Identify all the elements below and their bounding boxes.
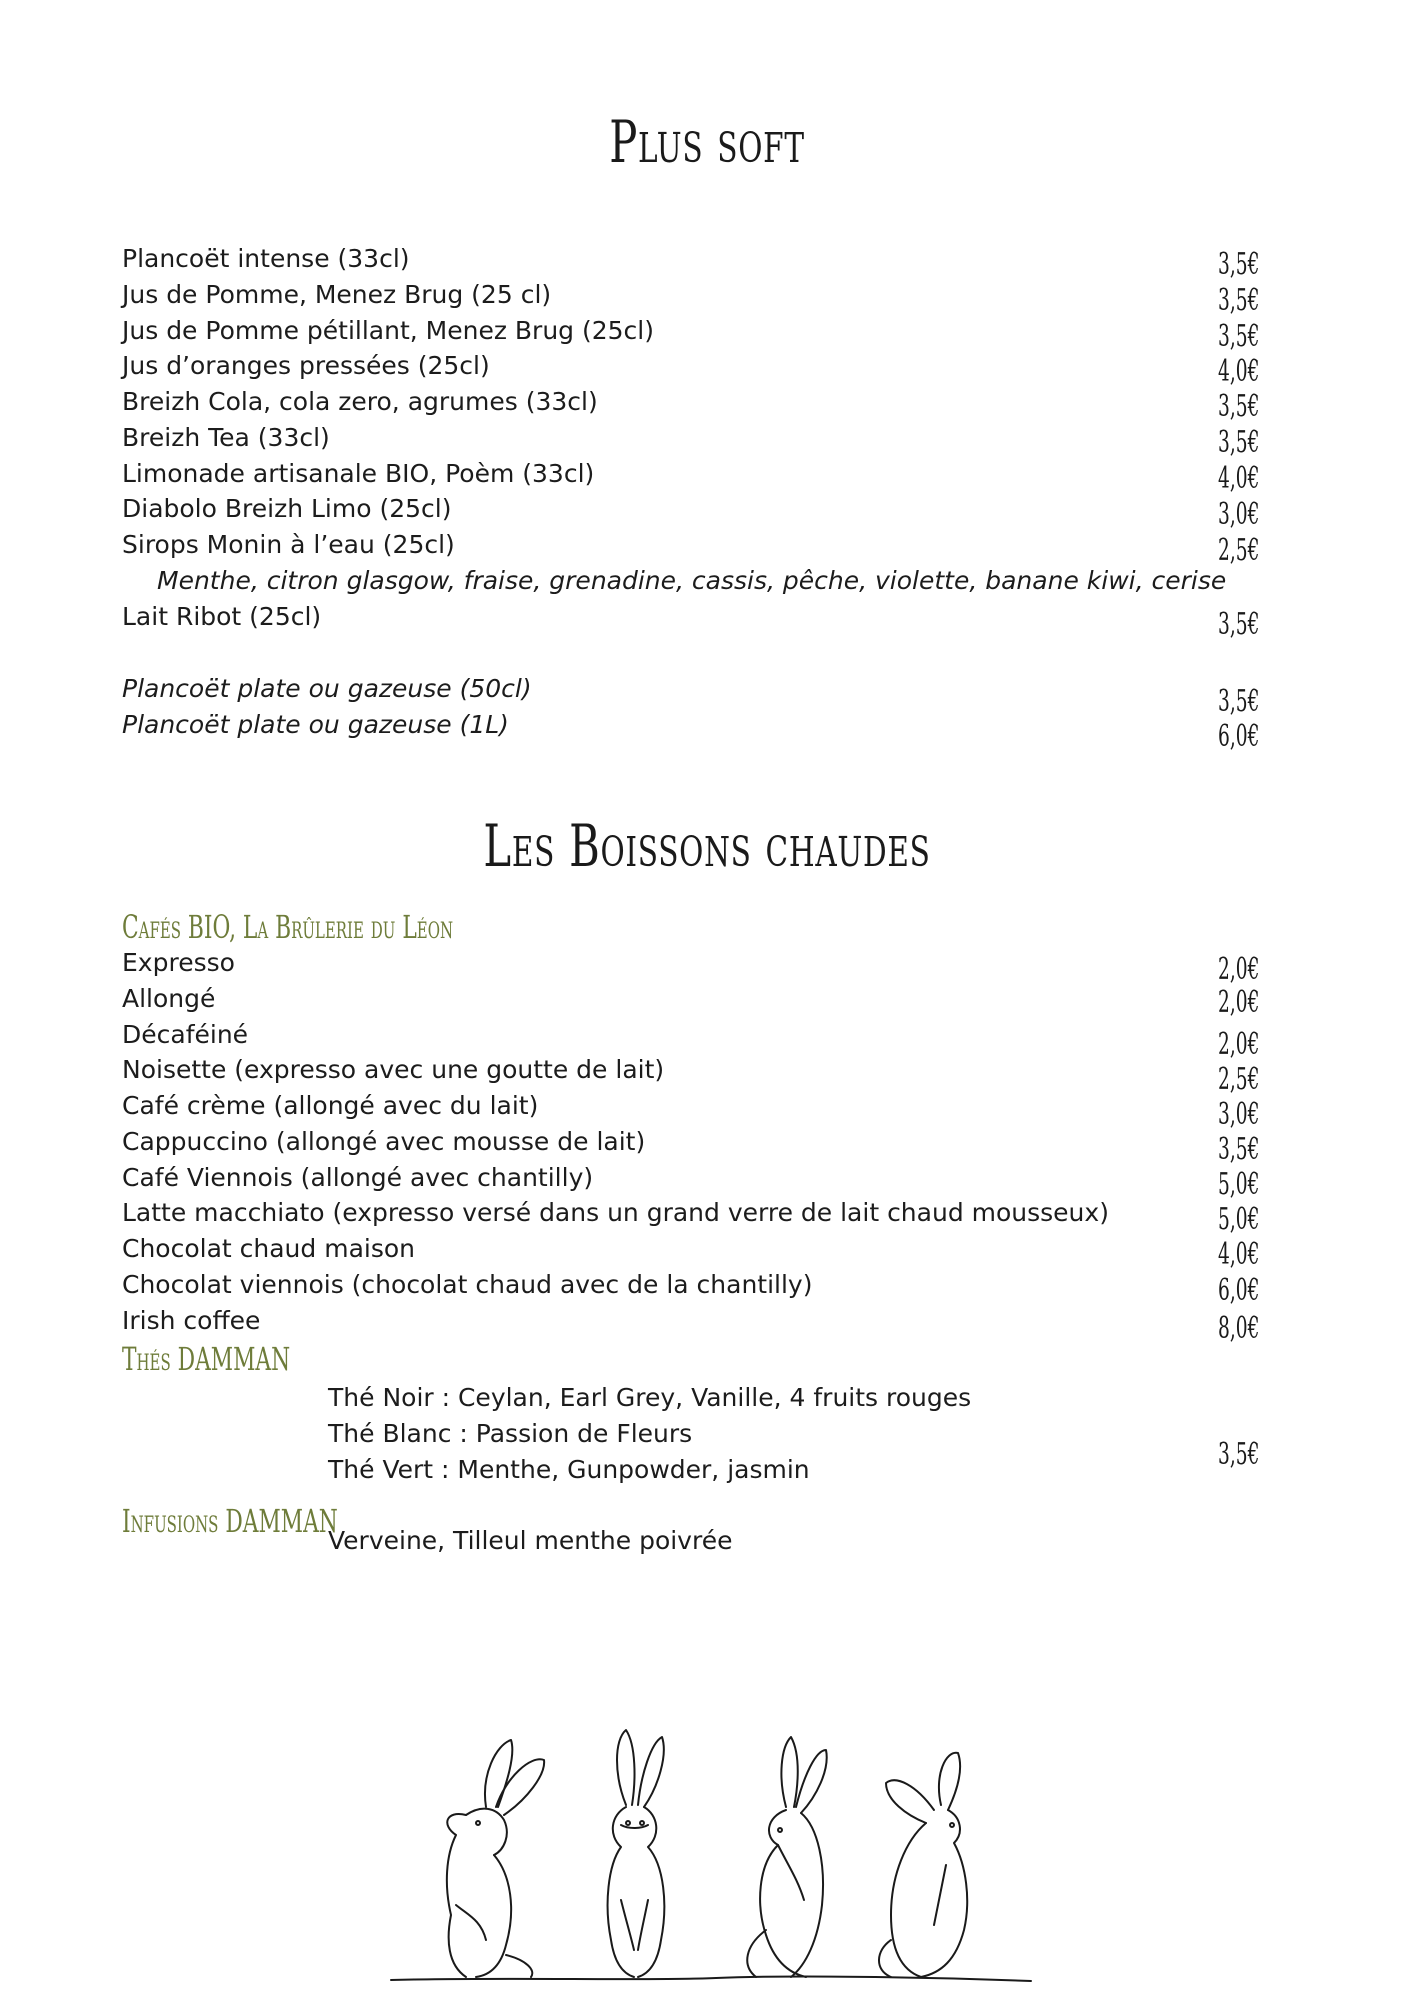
water-item-label: Plancoët plate ou gazeuse (50cl)	[122, 674, 532, 703]
tea-price: 3,5€	[1218, 1437, 1260, 1472]
menu-item-price: 4,0€	[1218, 461, 1260, 496]
menu-item-price: 5,0€	[1218, 1202, 1260, 1237]
menu-item-price: 3,5€	[1218, 425, 1260, 460]
menu-item-price: 3,5€	[1218, 389, 1260, 424]
menu-item-price: 3,5€	[1218, 247, 1260, 282]
menu-item-price: 6,0€	[1218, 1273, 1260, 1308]
menu-item-label: Latte macchiato (expresso versé dans un grand verre de lait chaud mousseux)	[122, 1198, 1109, 1227]
water-item-price: 6,0€	[1218, 719, 1260, 754]
menu-item-price: 2,0€	[1218, 1027, 1260, 1062]
section-title-soft: Plus soft	[609, 108, 805, 176]
menu-item-label: Jus de Pomme pétillant, Menez Brug (25cl)	[122, 316, 654, 345]
menu-item-price: 3,5€	[1218, 319, 1260, 354]
menu-item-label: Irish coffee	[122, 1306, 261, 1335]
water-item-label: Plancoët plate ou gazeuse (1L)	[122, 710, 509, 739]
menu-item-label: Cappuccino (allongé avec mousse de lait)	[122, 1127, 646, 1156]
menu-item-label: Café crème (allongé avec du lait)	[122, 1091, 539, 1120]
menu-item-price: 2,0€	[1218, 985, 1260, 1020]
menu-item-price: 3,5€	[1218, 283, 1260, 318]
cafes-heading: Cafés BIO, La Brûlerie du Léon	[122, 908, 454, 946]
menu-item-price: 2,0€	[1218, 952, 1260, 987]
bunnies-illustration	[386, 1715, 1036, 2005]
menu-item-price: 3,5€	[1218, 1132, 1260, 1167]
menu-item-label: Breizh Tea (33cl)	[122, 423, 330, 452]
water-item-price: 3,5€	[1218, 684, 1260, 719]
menu-item-label: Plancoët intense (33cl)	[122, 244, 410, 273]
menu-item-label: Café Viennois (allongé avec chantilly)	[122, 1163, 594, 1192]
menu-item-price: 4,0€	[1218, 354, 1260, 389]
tea-item: Thé Noir : Ceylan, Earl Grey, Vanille, 4 fruits rouges	[328, 1383, 972, 1412]
menu-item-price: 3,0€	[1218, 1097, 1260, 1132]
tea-item: Thé Blanc : Passion de Fleurs	[328, 1419, 693, 1448]
menu-item-label: Diabolo Breizh Limo (25cl)	[122, 494, 452, 523]
section-title-hot: Les Boissons chaudes	[483, 812, 931, 880]
menu-item-label: Limonade artisanale BIO, Poèm (33cl)	[122, 459, 595, 488]
thes-heading: Thés DAMMAN	[122, 1340, 291, 1378]
menu-item-price: 3,5€	[1218, 607, 1260, 642]
menu-item-price: 3,0€	[1218, 497, 1260, 532]
menu-item-price: 4,0€	[1218, 1237, 1260, 1272]
menu-item-label: Expresso	[122, 948, 235, 977]
menu-item-label: Sirops Monin à l’eau (25cl)	[122, 530, 455, 559]
bunny-3	[747, 1737, 826, 1977]
menu-item-label: Breizh Cola, cola zero, agrumes (33cl)	[122, 387, 598, 416]
infusions-heading: Infusions DAMMAN	[122, 1502, 338, 1540]
menu-item-label: Lait Ribot (25cl)	[122, 602, 322, 631]
ground-line	[391, 1977, 1031, 1981]
menu-item-label: Noisette (expresso avec une goutte de lait)	[122, 1055, 665, 1084]
bunny-1	[447, 1740, 544, 1977]
menu-item-label: Jus de Pomme, Menez Brug (25 cl)	[122, 280, 552, 309]
menu-item-label: Chocolat chaud maison	[122, 1234, 416, 1263]
menu-item-price: 2,5€	[1218, 533, 1260, 568]
bunny-2	[608, 1730, 665, 1977]
menu-item-label: Allongé	[122, 984, 216, 1013]
menu-item-price: 2,5€	[1218, 1062, 1260, 1097]
infusions-list: Verveine, Tilleul menthe poivrée	[328, 1526, 733, 1555]
sirops-flavours: Menthe, citron glasgow, fraise, grenadine, cassis, pêche, violette, banane kiwi, cerise	[157, 566, 1227, 595]
menu-item-label: Décaféiné	[122, 1020, 249, 1049]
menu-item-price: 8,0€	[1218, 1311, 1260, 1346]
tea-item: Thé Vert : Menthe, Gunpowder, jasmin	[328, 1455, 810, 1484]
menu-item-label: Jus d’oranges pressées (25cl)	[122, 351, 490, 380]
menu-item-price: 5,0€	[1218, 1167, 1260, 1202]
bunny-4	[879, 1753, 967, 1977]
menu-item-label: Chocolat viennois (chocolat chaud avec de la chantilly)	[122, 1270, 813, 1299]
